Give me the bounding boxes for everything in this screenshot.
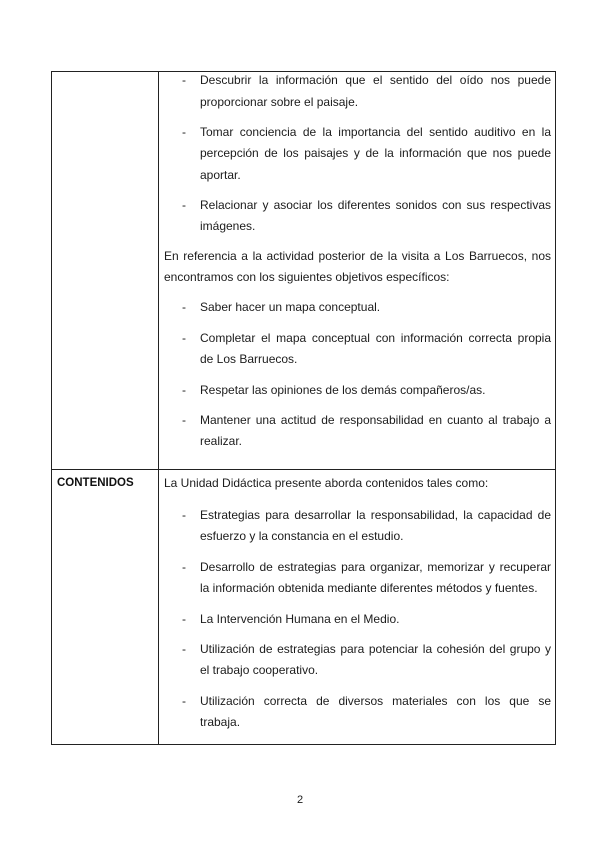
page-number: 2	[296, 794, 304, 806]
bullet-dash: -	[182, 612, 186, 626]
contenido-2-line2: la información obtenida mediante diferentes métodos y fuentes.	[200, 581, 538, 595]
bullet-dash: -	[182, 125, 186, 139]
contenido-2-line1: Desarrollo de estrategias para organizar, memorizar y recuperar	[200, 560, 551, 574]
contenidos-label: CONTENIDOS	[57, 477, 134, 489]
column-divider	[158, 72, 159, 744]
objetivo-2-line3: aportar.	[200, 168, 241, 182]
bullet-dash: -	[182, 331, 186, 345]
bullet-dash: -	[182, 300, 186, 314]
objetivo-1-line2: proporcionar sobre el paisaje.	[200, 95, 359, 109]
contenido-4-line2: el trabajo cooperativo.	[200, 663, 319, 677]
objetivo-2-line2: percepción de los paisajes y de la información que nos puede	[200, 146, 551, 160]
contenido-1-line2: esfuerzo y la constancia en el estudio.	[200, 529, 404, 543]
contenidos-intro: La Unidad Didáctica presente aborda contenidos tales como:	[164, 476, 489, 490]
bullet-dash: -	[182, 383, 186, 397]
contenido-5-line1: Utilización correcta de diversos materiales con los que se	[200, 694, 551, 708]
objetivo-2-line1: Tomar conciencia de la importancia del sentido auditivo en la	[200, 125, 551, 139]
objetivo-3-line2: imágenes.	[200, 219, 256, 233]
contenido-3-line1: La Intervención Humana en el Medio.	[200, 612, 400, 626]
contenido-5-line2: trabaja.	[200, 715, 241, 729]
objetivo-7-line2: realizar.	[200, 434, 243, 448]
contenido-1-line1: Estrategias para desarrollar la responsabilidad, la capacidad de	[200, 508, 551, 522]
objetivo-7-line1: Mantener una actitud de responsabilidad en cuanto al trabajo a	[200, 413, 551, 427]
row-divider	[52, 469, 555, 470]
objetivo-5-line2: de Los Barruecos.	[200, 352, 298, 366]
bullet-dash: -	[182, 413, 186, 427]
bullet-dash: -	[182, 73, 186, 87]
objetivo-5-line1: Completar el mapa conceptual con información correcta propia	[200, 331, 551, 345]
objetivo-1-line1: Descubrir la información que el sentido del oído nos puede	[200, 73, 551, 87]
bullet-dash: -	[182, 642, 186, 656]
paragraph-line2: encontramos con los siguientes objetivos específicos:	[164, 270, 450, 284]
bullet-dash: -	[182, 198, 186, 212]
paragraph-line1: En referencia a la actividad posterior de la visita a Los Barruecos, nos	[164, 249, 551, 263]
objetivo-3-line1: Relacionar y asociar los diferentes sonidos con sus respectivas	[200, 198, 551, 212]
bullet-dash: -	[182, 560, 186, 574]
bullet-dash: -	[182, 694, 186, 708]
objetivo-6-line1: Respetar las opiniones de los demás compañeros/as.	[200, 383, 486, 397]
objetivo-4-line1: Saber hacer un mapa conceptual.	[200, 300, 381, 314]
bullet-dash: -	[182, 508, 186, 522]
contenido-4-line1: Utilización de estrategias para potenciar la cohesión del grupo y	[200, 642, 551, 656]
